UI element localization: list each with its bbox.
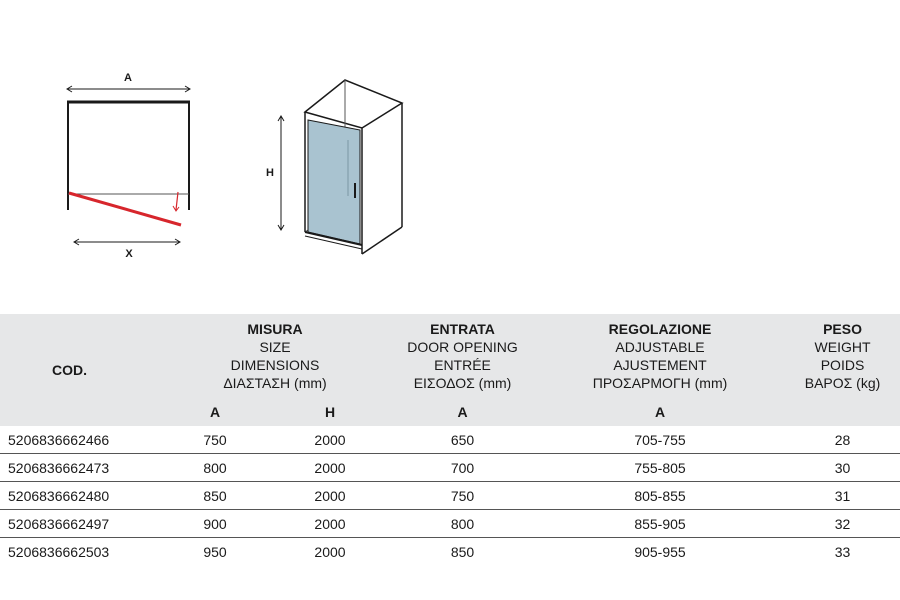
header-regolazione-title: REGOLAZIONE xyxy=(608,321,712,337)
specifications-table-wrapper xyxy=(0,314,900,565)
cell-h: 2000 xyxy=(270,454,390,482)
table-row xyxy=(0,510,900,538)
subheader-entrata-a: A xyxy=(390,398,535,426)
header-entrata-line: ΕΙΣΟΔΟΣ (mm) xyxy=(413,375,512,391)
glass-door xyxy=(308,120,360,244)
plan-view-drawing xyxy=(67,72,190,260)
header-cod: COD. xyxy=(0,314,160,426)
table-row xyxy=(0,454,900,482)
elevation-label-h: H xyxy=(266,167,274,179)
table-row xyxy=(0,426,900,454)
subheader-misura-h: H xyxy=(270,398,390,426)
cell-entrata: 800 xyxy=(390,510,535,538)
header-misura-line: DIMENSIONS xyxy=(230,357,320,373)
cell-entrata: 700 xyxy=(390,454,535,482)
cell-entrata: 650 xyxy=(450,431,475,448)
cell-code: 5206836662466 xyxy=(8,431,110,448)
cell-peso: 32 xyxy=(785,510,900,538)
header-entrata-line: ENTRÉE xyxy=(434,357,491,373)
table-row xyxy=(0,482,900,510)
cell-a: 900 xyxy=(160,510,270,538)
plan-label-a: A xyxy=(124,72,132,84)
header-regolazione-line: AJUSTEMENT xyxy=(613,357,707,373)
cell-code: 5206836662497 xyxy=(0,510,160,538)
cell-h: 2000 xyxy=(314,431,346,448)
header-peso-title: PESO xyxy=(823,321,862,337)
specifications-table xyxy=(0,314,900,565)
cell-regolazione: 705-755 xyxy=(634,431,686,448)
header-regolazione-line: ΠΡΟΣΑΡΜΟΓΗ (mm) xyxy=(592,375,728,391)
subheader-peso-empty xyxy=(785,398,900,426)
cell-h: 2000 xyxy=(270,510,390,538)
cell-peso: 30 xyxy=(785,454,900,482)
subheader-regolazione-a: A xyxy=(535,398,785,426)
cell-peso: 33 xyxy=(785,538,900,566)
door-swing-line xyxy=(69,193,181,225)
header-peso-line: POIDS xyxy=(820,357,865,373)
cell-entrata: 850 xyxy=(390,538,535,566)
header-regolazione-line: ADJUSTABLE xyxy=(615,339,705,355)
cell-code: 5206836662480 xyxy=(0,482,160,510)
cell-a: 750 xyxy=(203,431,227,448)
cell-h: 2000 xyxy=(270,482,390,510)
cell-a: 800 xyxy=(160,454,270,482)
cell-regolazione: 805-855 xyxy=(535,482,785,510)
header-entrata xyxy=(390,314,535,398)
cell-regolazione: 905-955 xyxy=(535,538,785,566)
header-misura-title: MISURA xyxy=(247,321,303,337)
subheader-misura-a: A xyxy=(160,398,270,426)
cell-entrata: 750 xyxy=(390,482,535,510)
header-peso xyxy=(785,314,900,398)
header-entrata-line: DOOR OPENING xyxy=(407,339,518,355)
cell-peso: 31 xyxy=(785,482,900,510)
header-peso-line: WEIGHT xyxy=(814,339,871,355)
cell-regolazione: 755-805 xyxy=(535,454,785,482)
cell-code: 5206836662473 xyxy=(0,454,160,482)
table-row xyxy=(0,538,900,566)
cell-a: 850 xyxy=(160,482,270,510)
cell-code: 5206836662503 xyxy=(0,538,160,566)
header-misura-line: ΔΙΑΣΤΑΣΗ (mm) xyxy=(223,375,327,391)
header-entrata-title: ENTRATA xyxy=(430,321,495,337)
elevation-view-drawing xyxy=(266,80,402,254)
cell-a: 950 xyxy=(160,538,270,566)
cell-peso: 28 xyxy=(834,431,851,448)
plan-label-x: X xyxy=(125,248,133,260)
header-misura-line: SIZE xyxy=(259,339,291,355)
cell-regolazione: 855-905 xyxy=(535,510,785,538)
header-peso-line: ΒΑΡΟΣ (kg) xyxy=(804,375,881,391)
header-misura xyxy=(160,314,390,398)
cell-h: 2000 xyxy=(270,538,390,566)
header-regolazione xyxy=(535,314,785,398)
